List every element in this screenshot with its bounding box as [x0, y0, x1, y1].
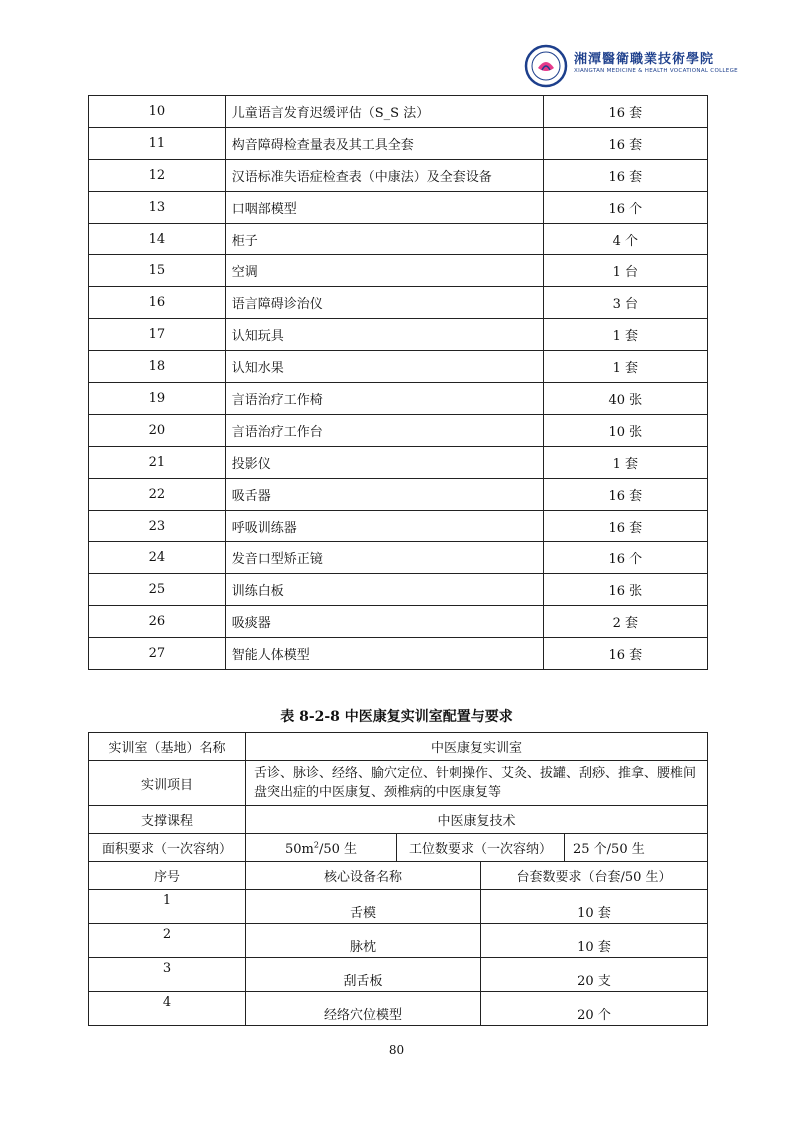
equipment-quantity: 16 个	[543, 542, 707, 574]
row-number: 27	[89, 638, 226, 670]
config-row-course	[89, 806, 708, 834]
item-number: 1	[89, 890, 246, 924]
equipment-table	[88, 95, 708, 670]
row-number: 10	[89, 96, 226, 128]
col-header-no: 序号	[89, 862, 246, 890]
table-row	[89, 638, 708, 670]
item-name: 刮舌板	[246, 958, 481, 992]
equipment-name: 吸舌器	[225, 478, 543, 510]
item-name: 脉枕	[246, 924, 481, 958]
equipment-name: 呼吸训练器	[225, 510, 543, 542]
project-label: 实训项目	[89, 761, 246, 806]
equipment-name: 言语治疗工作台	[225, 414, 543, 446]
table-row	[89, 924, 708, 958]
row-number: 11	[89, 127, 226, 159]
equipment-name: 空调	[225, 255, 543, 287]
row-number: 17	[89, 319, 226, 351]
table-row	[89, 414, 708, 446]
table-row	[89, 287, 708, 319]
table-row	[89, 319, 708, 351]
equipment-name: 认知水果	[225, 351, 543, 383]
equipment-name: 儿童语言发育迟缓评估（S_S 法）	[225, 96, 543, 128]
equipment-quantity: 16 套	[543, 96, 707, 128]
college-logo	[524, 42, 738, 90]
item-quantity: 10 套	[480, 890, 707, 924]
equipment-name: 训练白板	[225, 574, 543, 606]
equipment-quantity: 10 张	[543, 414, 707, 446]
college-emblem-icon	[524, 44, 568, 88]
table-row	[89, 958, 708, 992]
table-row	[89, 574, 708, 606]
row-number: 21	[89, 446, 226, 478]
row-number: 23	[89, 510, 226, 542]
page-number: 80	[388, 1043, 405, 1057]
equipment-quantity: 16 张	[543, 574, 707, 606]
config-row-project	[89, 761, 708, 806]
row-number: 24	[89, 542, 226, 574]
equipment-quantity: 1 套	[543, 446, 707, 478]
equipment-quantity: 4 个	[543, 223, 707, 255]
table-row	[89, 255, 708, 287]
config-row-room	[89, 733, 708, 761]
table-row	[89, 446, 708, 478]
table-row	[89, 606, 708, 638]
equipment-quantity: 16 套	[543, 638, 707, 670]
item-number: 4	[89, 992, 246, 1026]
item-quantity: 20 个	[480, 992, 707, 1026]
row-number: 26	[89, 606, 226, 638]
equipment-name: 认知玩具	[225, 319, 543, 351]
row-number: 19	[89, 383, 226, 415]
station-value: 25 个/50 生	[565, 834, 708, 862]
equipment-name: 智能人体模型	[225, 638, 543, 670]
col-header-qty: 台套数要求（台套/50 生）	[480, 862, 707, 890]
item-name: 经络穴位模型	[246, 992, 481, 1026]
item-number: 2	[89, 924, 246, 958]
equipment-name: 汉语标准失语症检查表（中康法）及全套设备	[225, 159, 543, 191]
equipment-quantity: 1 台	[543, 255, 707, 287]
equipment-name: 构音障碍检查量表及其工具全套	[225, 127, 543, 159]
area-label: 面积要求（一次容纳）	[89, 834, 246, 862]
row-number: 22	[89, 478, 226, 510]
equipment-quantity: 1 套	[543, 319, 707, 351]
config-header-row	[89, 862, 708, 890]
course-value: 中医康复技术	[246, 806, 708, 834]
row-number: 25	[89, 574, 226, 606]
item-quantity: 10 套	[480, 924, 707, 958]
college-name: 湘潭醫衛職業技術學院	[574, 52, 715, 67]
table-row	[89, 351, 708, 383]
area-value: $50m^2/50$ 生	[246, 834, 397, 862]
station-label: 工位数要求（一次容纳）	[397, 834, 565, 862]
item-name: 舌模	[246, 890, 481, 924]
table-row	[89, 542, 708, 574]
table-row	[89, 510, 708, 542]
equipment-quantity: 40 张	[543, 383, 707, 415]
room-value: 中医康复实训室	[246, 733, 708, 761]
config-row-area	[89, 834, 708, 862]
equipment-quantity: 3 台	[543, 287, 707, 319]
project-value: 舌诊、脉诊、经络、腧穴定位、针刺操作、艾灸、拔罐、刮痧、推拿、腰椎间盘突出症的中医康复、颈椎病的中医康复等	[246, 761, 708, 806]
col-header-name: 核心设备名称	[246, 862, 481, 890]
row-number: 18	[89, 351, 226, 383]
equipment-quantity: 16 套	[543, 478, 707, 510]
equipment-quantity: 16 套	[543, 127, 707, 159]
equipment-name: 发音口型矫正镜	[225, 542, 543, 574]
table-caption: 表 8-2-8 中医康复实训室配置与要求	[280, 709, 513, 725]
table-row	[89, 159, 708, 191]
equipment-quantity: 1 套	[543, 351, 707, 383]
room-label: 实训室（基地）名称	[89, 733, 246, 761]
row-number: 14	[89, 223, 226, 255]
table-row	[89, 127, 708, 159]
equipment-quantity: 16 套	[543, 159, 707, 191]
table-row	[89, 223, 708, 255]
row-number: 13	[89, 191, 226, 223]
course-label: 支撑课程	[89, 806, 246, 834]
equipment-name: 言语治疗工作椅	[225, 383, 543, 415]
equipment-name: 吸痰器	[225, 606, 543, 638]
config-table	[88, 732, 708, 1026]
equipment-quantity: 2 套	[543, 606, 707, 638]
table-row	[89, 383, 708, 415]
row-number: 12	[89, 159, 226, 191]
item-number: 3	[89, 958, 246, 992]
table-row	[89, 191, 708, 223]
equipment-quantity: 16 套	[543, 510, 707, 542]
equipment-name: 语言障碍诊治仪	[225, 287, 543, 319]
college-name-english: XIANGTAN MEDICINE & HEALTH VOCATIONAL COLLEGE	[574, 68, 738, 74]
equipment-quantity: 16 个	[543, 191, 707, 223]
table-row	[89, 890, 708, 924]
equipment-name: 投影仪	[225, 446, 543, 478]
item-quantity: 20 支	[480, 958, 707, 992]
table-row	[89, 478, 708, 510]
equipment-name: 口咽部模型	[225, 191, 543, 223]
row-number: 16	[89, 287, 226, 319]
table-row	[89, 96, 708, 128]
equipment-name: 柜子	[225, 223, 543, 255]
row-number: 15	[89, 255, 226, 287]
row-number: 20	[89, 414, 226, 446]
table-row	[89, 992, 708, 1026]
